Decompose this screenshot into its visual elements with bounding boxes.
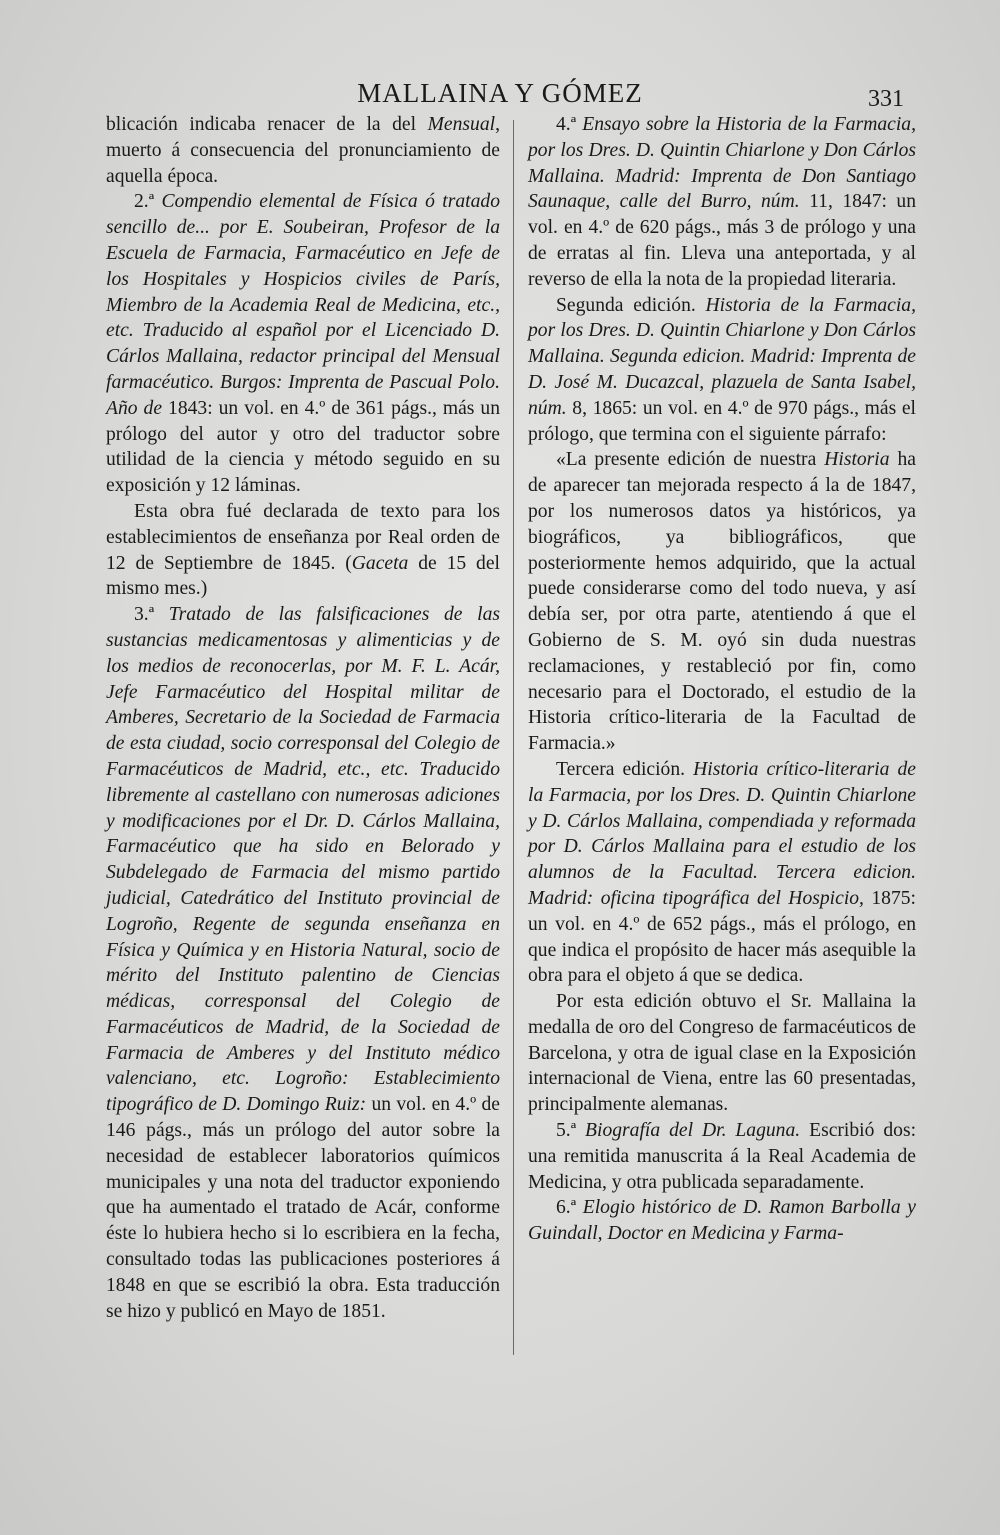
item-number: 4.ª [556, 114, 583, 135]
item-number: 2.ª [134, 191, 162, 213]
text-run: 1875: un vol. en 4.º de 652 págs., más el prólogo, en que indica el propósito de hacer más asequible la obra para el objeto á que se dedica. [528, 887, 916, 987]
paragraph [528, 447, 916, 757]
text-run: 1843: un vol. en 4.º de 361 págs., más un prólogo del autor y otro del traductor sobre utilidad de la ciencia y método seguido en su exposición y 12 láminas. [106, 397, 500, 497]
paragraph [106, 112, 500, 189]
italic-run: Biografía del Dr. Laguna. [585, 1120, 801, 1142]
text-run: «La presente edición de nuestra [556, 449, 825, 471]
italic-run: Compendio elemental de Física ó tratado sencillo de... por E. Soubeiran, Profesor de la Escuela de Farmacia, Farmacéutico en Jefe de los Hospitales y Hospicios civiles de París, Miembro de la Academia Real de Medicina, etc., etc. Traducido al español por el Licenciado D. Cárlos Mallaina, redactor principal del Mensual farmacéutico. Burgos: Imprenta de Pascual Polo. Año de [106, 191, 501, 419]
text-run: ha de aparecer tan mejorada respecto á la de 1847, por los numerosos datos ya históricos, ya biográficos, ya bibliográficos, que posteriormente hemos adquirido, que la actual puede considerarse como del todo nueva, y así debía ser, por otra parte, atentiendo á que el Gobierno de S. M. oyó sin duda nuestras reclamaciones, y restableció por fin, como necesario para el Doctorado, el estudio de la Historia crítico-literaria de la Facultad de Farmacia.» [528, 449, 916, 755]
italic-run: Tratado de las falsificaciones de las sustancias medicamentosas y alimenticias y de los medios de reconocerlas, por M. F. L. Acár, Jefe Farmacéutico del Hospital militar de Amberes, Secretario de la Sociedad de Farmacia de esta ciudad, socio corresponsal del Colegio de Farmacéuticos de Madrid, etc., etc. Traducido libremente al castellano con numerosas adiciones y modificaciones por el Dr. D. Cárlos Mallaina, Farmacéutico que ha sido en Belorado y Subdelegado de Farmacia del mismo partido judicial, Catedrático del Instituto provincial de Logroño, Regente de segunda enseñanza en Física y Química y en Historia Natural, socio de mérito del Instituto palentino de Ciencias médicas, corresponsal del Colegio de Farmacéuticos de Madrid, de la Sociedad de Farmacia de Amberes y del Instituto médico valenciano, etc. Logroño: Establecimiento tipográfico de D. Domingo Ruiz: [106, 604, 501, 1116]
text-run: , muerto á consecuencia del pronunciamiento de aquella época. [106, 114, 500, 187]
italic-run: Gaceta [351, 552, 409, 574]
italic-run: Ensayo sobre la Historia de la Farmacia, por los Dres. D. Quintin Chiarlone y Don Cárlos Mallaina. Madrid: Imprenta de Don Santiago Saunaque, calle del Burro, núm. [528, 114, 916, 213]
right-column [528, 112, 916, 1247]
text-run: Escribió dos: una remitida manuscrita á la Real Academia de Medicina, y otra publicada separadamente. [528, 1120, 917, 1193]
left-column [106, 112, 500, 1324]
italic-run: Elogio histórico de D. Ramon Barbolla y Guindall, Doctor en Medicina y Farma- [528, 1197, 917, 1245]
paragraph [528, 293, 916, 448]
item-number: 3.ª [134, 604, 169, 626]
item-number: 5.ª [556, 1120, 586, 1142]
column-rule [513, 120, 514, 1355]
text-run: Segunda edición. [556, 294, 706, 316]
paragraph [528, 1195, 916, 1247]
italic-run: Historia de la Farmacia, por los Dres. D. Quintin Chiarlone y Don Cárlos Mallaina. Segunda edicion. Madrid: Imprenta de D. José M. Ducazcal, plazuela de Santa Isabel, núm. [528, 294, 916, 419]
paragraph [528, 112, 916, 293]
paragraph [528, 757, 916, 989]
text-run: blicación indicaba renacer de la del [106, 114, 428, 135]
italic-run: Historia crítico-literaria de la Farmacia, por los Dres. D. Quintin Chiarlone y D. Cárlos Mallaina, compendiada y reformada por D. Cárlos Mallaina para el estudio de los alumnos de la Facultad. Tercera edicion. Madrid: oficina tipográfica del Hospicio, [528, 758, 916, 909]
paragraph [106, 602, 500, 1324]
paragraph [106, 499, 500, 602]
text-run: Esta obra fué declarada de texto para los establecimientos de enseñanza por Real orden de 12 de Septiembre de 1845. ( [106, 500, 500, 574]
paragraph: Por esta edición obtuvo el Sr. Mallaina la medalla de oro del Congreso de farmacéuticos de Barcelona, y otra de igual clase en la Exposición internacional de Viena, entre las 60 presentadas, principalmente alemanas. [528, 991, 916, 1116]
paragraph [106, 189, 500, 499]
text-run: un vol. en 4.º de 146 págs., más un prólogo del autor sobre la necesidad de establecer laboratorios químicos municipales y una nota del traductor exponiendo que ha aumentado el tratado de Acár, conforme éste lo hubiera hecho si lo escribiera en la fecha, consultado todas las publicaciones posteriores á 1848 en que se escribió la obra. Esta traducción se hizo y publicó en Mayo de 1851. [106, 1094, 500, 1322]
text-run: 11, 1847: un vol. en 4.º de 620 págs., más 3 de prólogo y una de erratas al fin. Lleva una anteportada, y al reverso de ella la nota de la propiedad literaria. [528, 191, 916, 290]
italic-run: Mensual [427, 114, 496, 135]
page-number: 331 [868, 86, 904, 112]
paragraph [528, 1118, 916, 1195]
italic-run: Historia [824, 449, 890, 471]
text-run: 8, 1865: un vol. en 4.º de 970 págs., más el prólogo, que termina con el siguiente párrafo: [528, 397, 916, 445]
running-title: MALLAINA Y GÓMEZ [357, 78, 643, 108]
text-run: de 15 del mismo mes.) [106, 552, 500, 600]
text-run: Tercera edición. [556, 758, 694, 780]
item-number: 6.ª [556, 1197, 583, 1219]
